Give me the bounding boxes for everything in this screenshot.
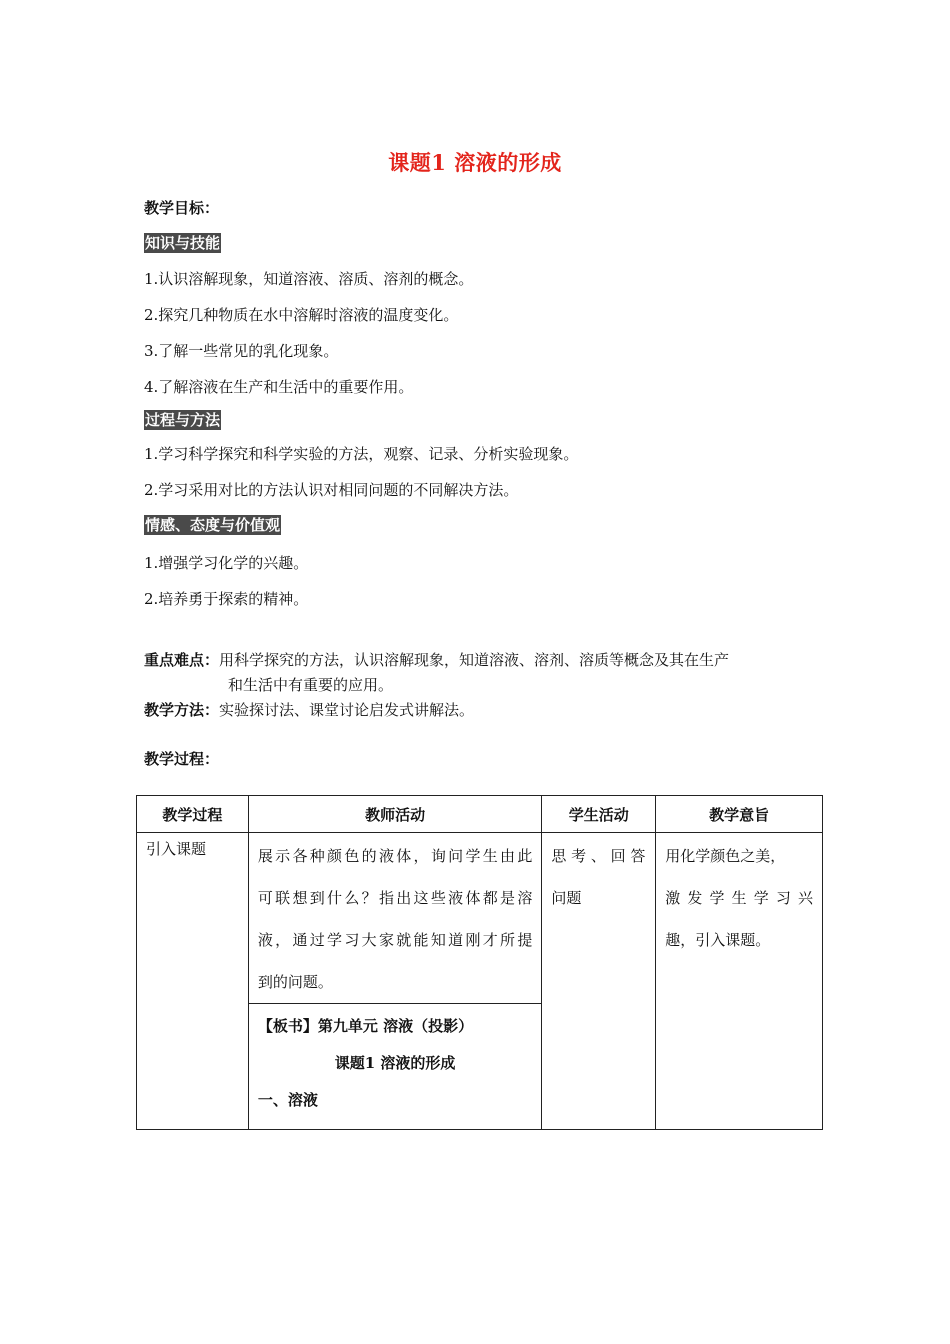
section-heading-attitude [144,515,281,535]
purpose-line: 用化学颜色之美， [665,847,786,865]
objective-item: 2.探究几种物质在水中溶解时溶液的温度变化。 [144,306,459,324]
board-line: 【板书】第九单元 溶液（投影） [257,1017,474,1035]
header-purpose: 教学意旨 [656,796,823,833]
board-title-line: 课题1 溶液的形成 [334,1054,456,1072]
stage-text: 引入课题 [146,840,207,858]
objective-item: 3.了解一些常见的乳化现象。 [144,342,339,360]
objective-item: 1.增强学习化学的兴趣。 [144,554,309,572]
section-heading-label: 知识与技能 [145,234,221,252]
teacher-line: 到的问题。 [257,973,333,991]
stage-cell [137,833,249,1130]
purpose-line: 激 发 学 生 学 习 兴 [665,889,813,907]
teaching-methods [144,700,474,720]
student-line: 思 考 、 回 答 [551,847,646,865]
process-table [136,795,823,1130]
section-heading-knowledge [144,233,221,253]
purpose-line: 趣，引入课题。 [665,931,771,949]
student-line: 问题 [551,889,582,907]
process-heading: 教学过程： [144,750,220,768]
key-points-label: 重点难点： [144,651,220,669]
objectives-heading: 教学目标： [144,199,220,217]
teacher-line: 可联想到什么？指出这些液体都是溶 [257,889,533,907]
section-heading-label: 情感、态度与价值观 [145,516,281,534]
page-title: 课题1 溶液的形成 [388,150,562,175]
header-stage: 教学过程 [137,796,249,833]
objective-item: 4.了解溶液在生产和生活中的重要作用。 [144,378,414,396]
section-heading-label: 过程与方法 [145,411,221,429]
section-heading-process [144,410,221,430]
board-line: 一、溶液 [257,1091,318,1109]
teacher-line: 液，通过学习大家就能知道刚才所提 [257,931,533,949]
teacher-activity-cell [248,833,542,1004]
header-teacher: 教师活动 [248,796,542,833]
objective-item: 2.学习采用对比的方法认识对相同问题的不同解决方法。 [144,481,519,499]
student-activity-cell [542,833,656,1130]
table-header-row [137,796,823,833]
objective-item: 1.认识溶解现象，知道溶液、溶质、溶剂的概念。 [144,270,474,288]
purpose-cell [656,833,823,1130]
methods-text: 实验探讨法、课堂讨论启发式讲解法。 [219,701,475,719]
header-student: 学生活动 [542,796,656,833]
objective-item: 2.培养勇于探索的精神。 [144,590,309,608]
key-points-text-line2: 和生活中有重要的应用。 [228,676,394,694]
key-points [144,650,729,670]
methods-label: 教学方法： [144,701,220,719]
key-points-text-line1: 用科学探究的方法，认识溶解现象，知道溶液、溶剂、溶质等概念及其在生产 [219,651,730,669]
teacher-line: 展示各种颜色的液体，询问学生由此 [257,847,533,865]
table-row [137,833,823,1004]
board-cell [248,1004,542,1130]
objective-item: 1.学习科学探究和科学实验的方法，观察、记录、分析实验现象。 [144,445,579,463]
